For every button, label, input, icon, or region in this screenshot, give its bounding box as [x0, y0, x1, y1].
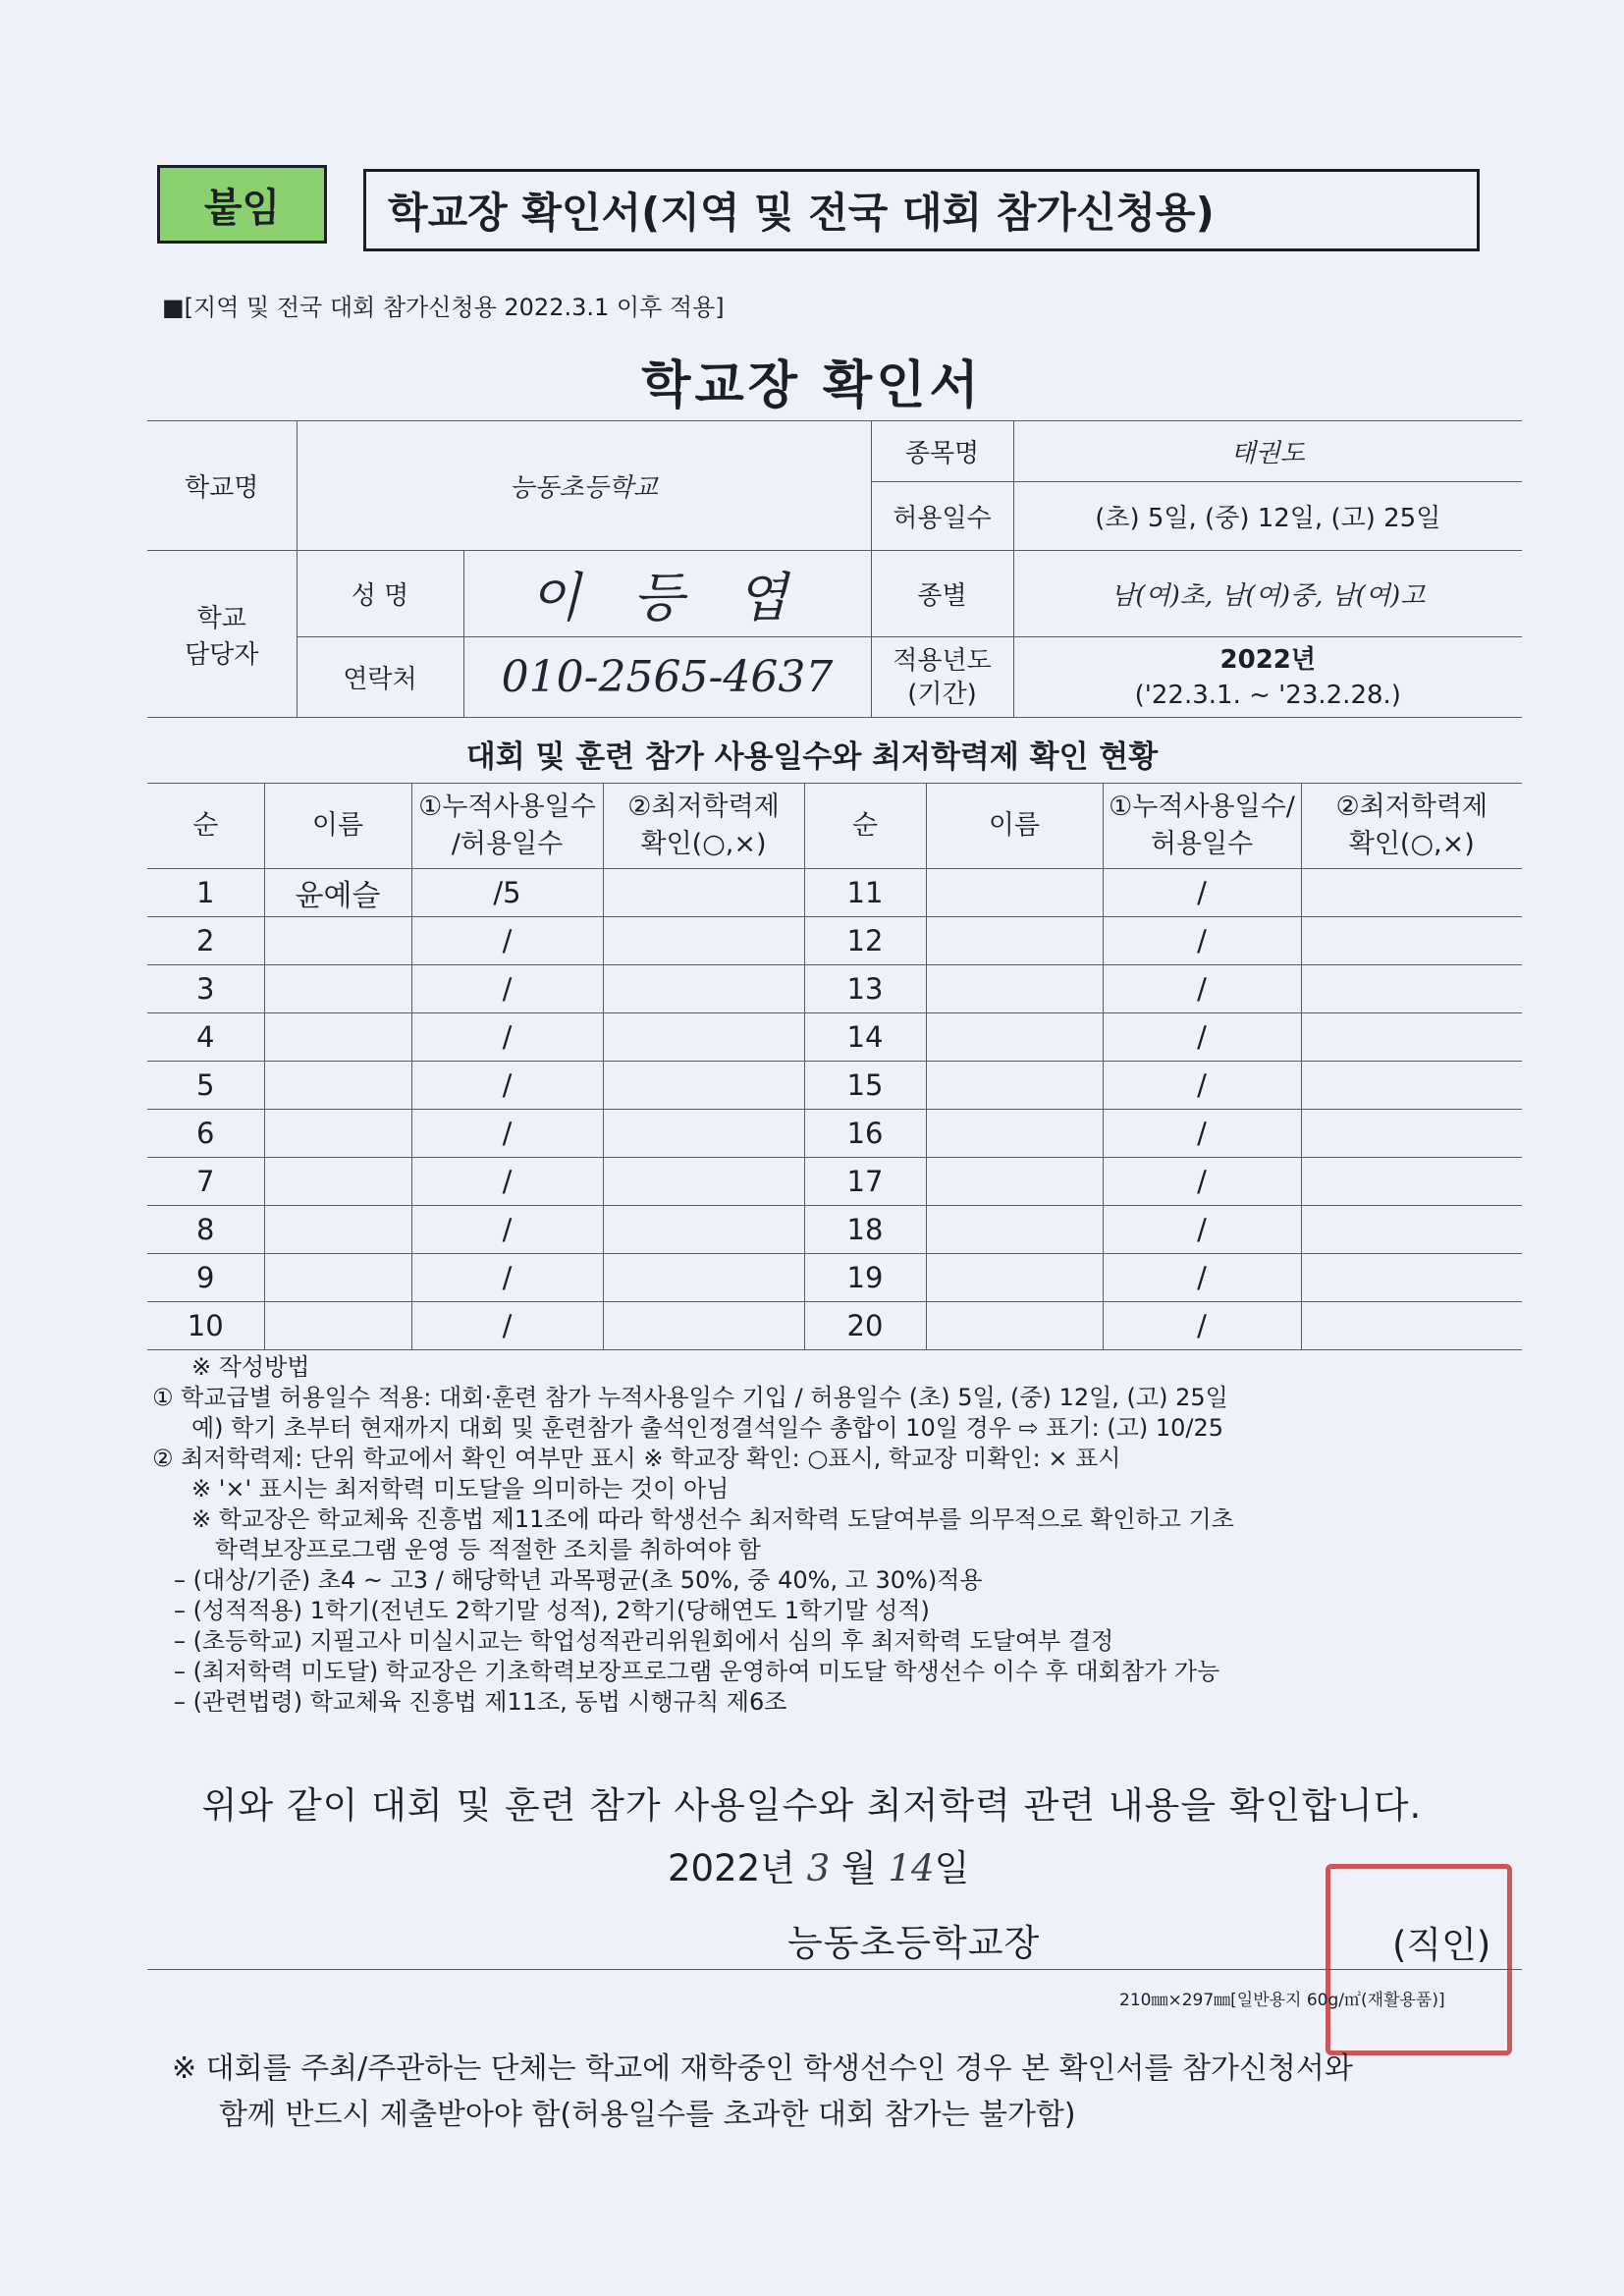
row-days: / [411, 1302, 603, 1350]
instruction-line: – (관련법령) 학교체육 진흥법 제11조, 동법 시행규칙 제6조 [174, 1688, 787, 1716]
sport-label: 종목명 [871, 421, 1013, 482]
row-edu-check-right [1301, 1206, 1522, 1254]
row-edu-check [603, 1158, 804, 1206]
table-row [147, 1206, 1522, 1254]
row-edu-check-right [1301, 965, 1522, 1013]
row-edu-check-right [1301, 1013, 1522, 1062]
row-days-right: / [1103, 1110, 1301, 1158]
row-no-right: 16 [804, 1110, 926, 1158]
instruction-line: ② 최저학력제: 단위 학교에서 확인 여부만 표시 ※ 학교장 확인: ○표시, 학교장 미확인: × 표시 [152, 1445, 1121, 1472]
row-edu-check-right [1301, 917, 1522, 965]
table-row [147, 965, 1522, 1013]
instructions-title: ※ 작성방법 [191, 1353, 310, 1381]
row-name-right [926, 1302, 1103, 1350]
instructions [152, 1352, 1527, 1718]
row-days-right: / [1103, 869, 1301, 917]
table-row [147, 1158, 1522, 1206]
row-no: 10 [147, 1302, 264, 1350]
instruction-line: – (초등학교) 지필고사 미실시교는 학업성적관리위원회에서 심의 후 최저학력 도달여부 결정 [174, 1627, 1114, 1655]
row-days-right: / [1103, 1158, 1301, 1206]
row-days: / [411, 1206, 603, 1254]
row-edu-check-right [1301, 869, 1522, 917]
name-label: 성 명 [297, 551, 463, 637]
row-name-right [926, 1062, 1103, 1110]
row-days: / [411, 1158, 603, 1206]
row-days: / [411, 965, 603, 1013]
row-name [264, 917, 411, 965]
header-name-right: 이름 [926, 784, 1103, 869]
row-days-right: / [1103, 917, 1301, 965]
instruction-line: ※ 학교장은 학교체육 진흥법 제11조에 따라 학생선수 최저학력 도달여부를 의무적으로 확인하고 기초 [191, 1505, 1234, 1533]
school-value: 능동초등학교 [297, 421, 871, 551]
row-name-right [926, 1110, 1103, 1158]
row-name-right [926, 965, 1103, 1013]
row-days-right: / [1103, 1062, 1301, 1110]
row-name-right [926, 917, 1103, 965]
row-no-right: 18 [804, 1206, 926, 1254]
manager-label: 학교 담당자 [147, 551, 297, 718]
allowed-days-label: 허용일수 [871, 482, 1013, 551]
table-row [147, 1110, 1522, 1158]
row-no-right: 15 [804, 1062, 926, 1110]
instruction-line: – (대상/기준) 초4 ~ 고3 / 해당학년 과목평균(초 50%, 중 40%, 고 30%)적용 [174, 1566, 983, 1594]
year-value: 2022년 ('22.3.1. ~ '23.2.28.) [1013, 637, 1522, 718]
row-no: 3 [147, 965, 264, 1013]
instruction-line: ※ '×' 표시는 최저학력 미도달을 의미하는 것이 아님 [191, 1475, 730, 1503]
info-table [147, 420, 1522, 718]
row-name [264, 965, 411, 1013]
row-days: / [411, 1254, 603, 1302]
table-row [147, 1013, 1522, 1062]
year-label: 적용년도 (기간) [871, 637, 1013, 718]
instruction-line: ① 학교급별 허용일수 적용: 대회·훈련 참가 누적사용일수 기입 / 허용일수 (초) 5일, (중) 12일, (고) 25일 [152, 1384, 1228, 1411]
header-no: 순 [147, 784, 264, 869]
header-name: 이름 [264, 784, 411, 869]
usage-section-title: 대회 및 훈련 참가 사용일수와 최저학력제 확인 현황 [465, 739, 1159, 775]
row-edu-check [603, 965, 804, 1013]
seal-label: (직인) [1392, 1924, 1491, 1966]
row-edu-check [603, 869, 804, 917]
row-days: /5 [411, 869, 603, 917]
row-no-right: 11 [804, 869, 926, 917]
row-name: 윤예슬 [264, 869, 411, 917]
row-no-right: 20 [804, 1302, 926, 1350]
row-no: 8 [147, 1206, 264, 1254]
row-name [264, 1254, 411, 1302]
row-no-right: 19 [804, 1254, 926, 1302]
row-name-right [926, 1013, 1103, 1062]
divider [147, 1969, 1522, 1970]
apply-note: ■[지역 및 전국 대회 참가신청용 2022.3.1 이후 적용] [162, 294, 725, 321]
header-days: ①누적사용일수 /허용일수 [411, 784, 603, 869]
header-edu-right: ②최저학력제 확인(○,×) [1301, 784, 1522, 869]
date-month: 3 [806, 1847, 831, 1889]
instruction-line: – (성적적용) 1학기(전년도 2학기말 성적), 2학기(당해연도 1학기말 성적) [174, 1597, 930, 1624]
document-title: 학교장 확인서(지역 및 전국 대회 참가신청용) [363, 169, 1480, 251]
row-days-right: / [1103, 1302, 1301, 1350]
table-row [147, 917, 1522, 965]
row-days-right: / [1103, 1254, 1301, 1302]
contact-value: 010-2565-4637 [463, 637, 871, 718]
contact-label: 연락처 [297, 637, 463, 718]
row-name-right [926, 1254, 1103, 1302]
row-name-right [926, 1206, 1103, 1254]
row-no-right: 17 [804, 1158, 926, 1206]
header-no-right: 순 [804, 784, 926, 869]
row-days: / [411, 1062, 603, 1110]
row-name [264, 1062, 411, 1110]
instruction-line: 예) 학기 초부터 현재까지 대회 및 훈련참가 출석인정결석일수 총합이 10일 경우 ⇨ 표기: (고) 10/25 [191, 1414, 1224, 1442]
row-edu-check [603, 1206, 804, 1254]
row-no: 1 [147, 869, 264, 917]
footer-note: ※ 대회를 주최/주관하는 단체는 학교에 재학중인 학생선수인 경우 본 확인서를 참가신청서와 함께 반드시 제출받아야 함(허용일수를 초과한 대회 참가는 불가함) [172, 2051, 1353, 2132]
school-label: 학교명 [147, 421, 297, 551]
table-row [147, 1254, 1522, 1302]
row-days: / [411, 1013, 603, 1062]
principal-name: 능동초등학교장 [787, 1922, 1041, 1964]
row-no: 5 [147, 1062, 264, 1110]
header-edu: ②최저학력제 확인(○,×) [603, 784, 804, 869]
row-edu-check-right [1301, 1254, 1522, 1302]
paper-spec: 210㎜×297㎜[일반용지 60g/㎡(재활용품)] [1119, 1991, 1445, 2010]
row-name-right [926, 1158, 1103, 1206]
gender-label: 종별 [871, 551, 1013, 637]
gender-value: 남(여)초, 남(여)중, 남(여)고 [1013, 551, 1522, 637]
row-name [264, 1302, 411, 1350]
row-name [264, 1013, 411, 1062]
row-days-right: / [1103, 1013, 1301, 1062]
instruction-line: 학력보장프로그램 운영 등 적절한 조치를 취하여야 함 [215, 1536, 761, 1563]
table-row [147, 1062, 1522, 1110]
row-edu-check [603, 1254, 804, 1302]
row-edu-check [603, 1062, 804, 1110]
row-days-right: / [1103, 965, 1301, 1013]
row-name-right [926, 869, 1103, 917]
row-no: 2 [147, 917, 264, 965]
row-name [264, 1206, 411, 1254]
usage-table [147, 783, 1522, 1350]
row-no: 6 [147, 1110, 264, 1158]
row-no-right: 12 [804, 917, 926, 965]
confirmation-date: 2022년 3 월 14일 [668, 1847, 970, 1889]
table-row [147, 1302, 1522, 1350]
main-title: 학교장 확인서 [641, 356, 983, 415]
row-no-right: 14 [804, 1013, 926, 1062]
manager-name-value: 이 등 엽 [463, 551, 871, 637]
confirmation-text: 위와 같이 대회 및 훈련 참가 사용일수와 최저학력 관련 내용을 확인합니다. [201, 1784, 1423, 1827]
table-row [147, 869, 1522, 917]
row-edu-check [603, 917, 804, 965]
allowed-days-value: (초) 5일, (중) 12일, (고) 25일 [1013, 482, 1522, 551]
row-edu-check-right [1301, 1110, 1522, 1158]
row-no: 7 [147, 1158, 264, 1206]
row-edu-check-right [1301, 1158, 1522, 1206]
sport-value: 태권도 [1013, 421, 1522, 482]
row-days: / [411, 1110, 603, 1158]
attachment-badge: 붙임 [157, 165, 327, 244]
header-days-right: ①누적사용일수/ 허용일수 [1103, 784, 1301, 869]
row-no: 4 [147, 1013, 264, 1062]
row-edu-check [603, 1110, 804, 1158]
row-edu-check [603, 1302, 804, 1350]
row-name [264, 1158, 411, 1206]
row-edu-check-right [1301, 1062, 1522, 1110]
row-edu-check-right [1301, 1302, 1522, 1350]
instruction-line: – (최저학력 미도달) 학교장은 기초학력보장프로그램 운영하여 미도달 학생선수 이수 후 대회참가 가능 [174, 1658, 1220, 1685]
row-days: / [411, 917, 603, 965]
row-edu-check [603, 1013, 804, 1062]
row-days-right: / [1103, 1206, 1301, 1254]
row-no: 9 [147, 1254, 264, 1302]
row-no-right: 13 [804, 965, 926, 1013]
row-name [264, 1110, 411, 1158]
date-day: 14 [888, 1847, 935, 1889]
